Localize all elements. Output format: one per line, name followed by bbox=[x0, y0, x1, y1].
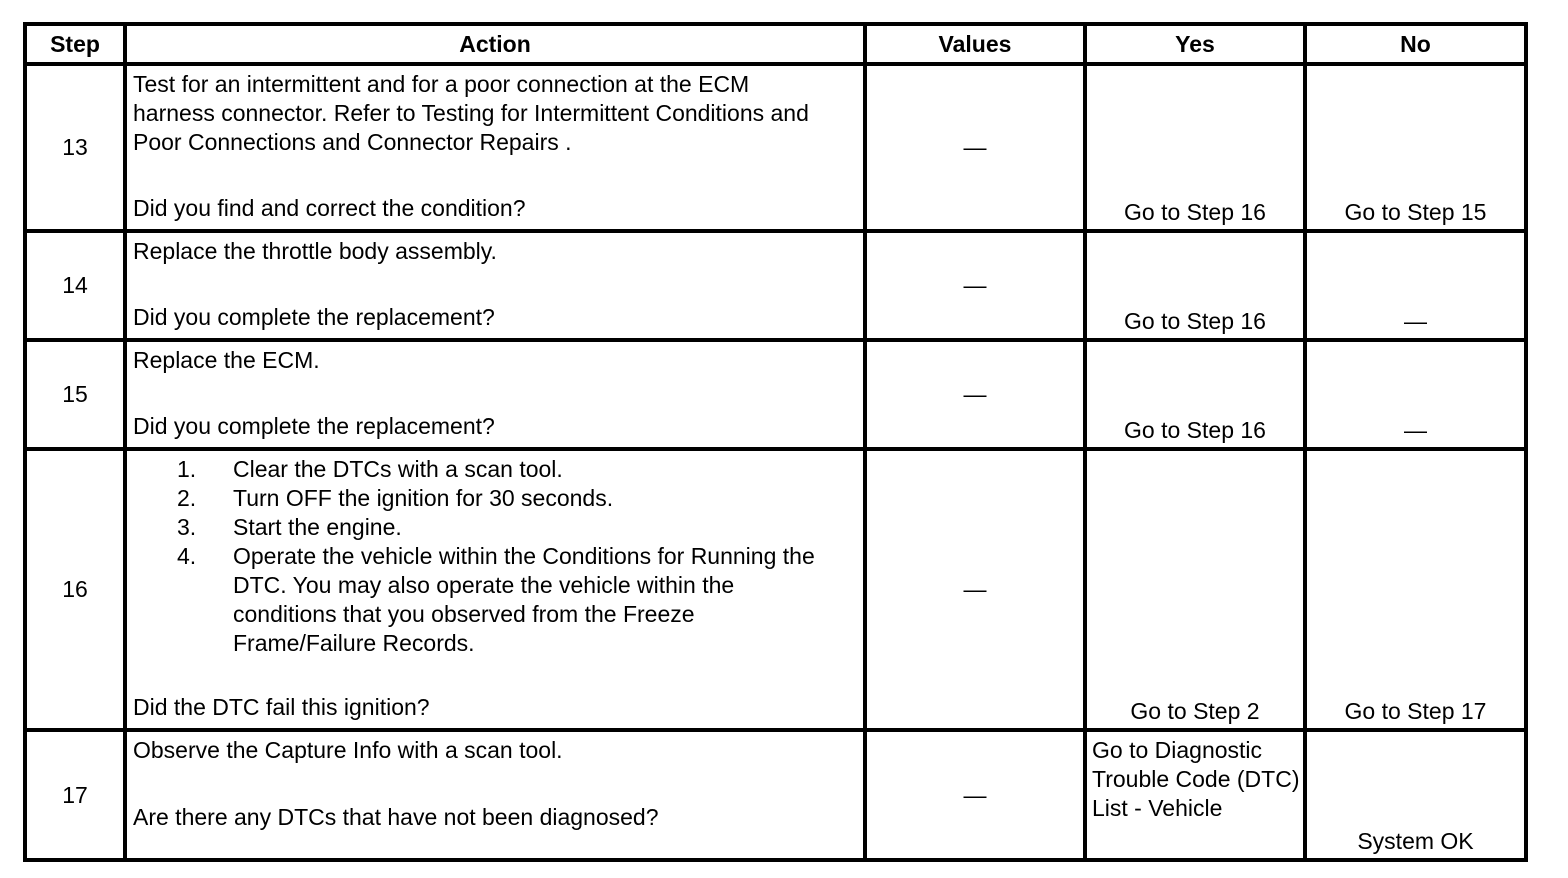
substep-list bbox=[133, 455, 857, 658]
header-yes: Yes bbox=[1085, 24, 1305, 64]
yes-link[interactable]: Go to Step 16 bbox=[1085, 64, 1305, 231]
yes-link[interactable]: Go to Diagnostic Trouble Code (DTC) List - Vehicle bbox=[1085, 730, 1305, 860]
step-number: 14 bbox=[25, 231, 125, 340]
step-number: 13 bbox=[25, 64, 125, 231]
no-value: — bbox=[1305, 231, 1526, 340]
header-no: No bbox=[1305, 24, 1526, 64]
table-row bbox=[25, 449, 1526, 730]
action-text: Observe the Capture Info with a scan tool. bbox=[133, 737, 563, 763]
header-values: Values bbox=[865, 24, 1085, 64]
substep-number: 2. bbox=[177, 485, 197, 511]
substep-text: Start the engine. bbox=[233, 514, 402, 540]
header-action: Action bbox=[125, 24, 865, 64]
substep-text: Operate the vehicle within the Conditions for Running the DTC. You may also operate the vehicle within the conditions that you observed from the Freeze Frame/Failure Records. bbox=[233, 543, 815, 656]
action-steps bbox=[133, 455, 857, 693]
action-question: Did you complete the replacement? bbox=[133, 413, 495, 439]
step-number: 17 bbox=[25, 730, 125, 860]
action-text: Test for an intermittent and for a poor connection at the ECM harness connector. Refer to Testing for Intermittent Conditions and Poor Connections and Connector Repairs . bbox=[133, 71, 809, 155]
action-text: Replace the throttle body assembly. bbox=[133, 238, 497, 264]
yes-link[interactable]: Go to Step 16 bbox=[1085, 340, 1305, 449]
table-row bbox=[25, 64, 1526, 231]
table-header-row bbox=[25, 24, 1526, 64]
substep-number: 3. bbox=[177, 514, 197, 540]
no-link[interactable]: Go to Step 15 bbox=[1305, 64, 1526, 231]
table-row bbox=[25, 340, 1526, 449]
diagnostic-table bbox=[23, 22, 1528, 862]
values-cell: — bbox=[865, 449, 1085, 730]
table-row bbox=[25, 231, 1526, 340]
list-item bbox=[177, 484, 857, 513]
no-value: System OK bbox=[1305, 730, 1526, 860]
action-cell bbox=[125, 730, 865, 860]
step-number: 15 bbox=[25, 340, 125, 449]
list-item bbox=[177, 513, 857, 542]
substep-number: 4. bbox=[177, 543, 197, 569]
yes-link[interactable]: Go to Step 16 bbox=[1085, 231, 1305, 340]
table-row bbox=[25, 730, 1526, 860]
action-text: Replace the ECM. bbox=[133, 347, 320, 373]
yes-link[interactable]: Go to Step 2 bbox=[1085, 449, 1305, 730]
list-item bbox=[177, 455, 857, 484]
list-item bbox=[177, 542, 857, 658]
substep-number: 1. bbox=[177, 456, 197, 482]
step-number: 16 bbox=[25, 449, 125, 730]
values-cell: — bbox=[865, 340, 1085, 449]
action-question: Are there any DTCs that have not been diagnosed? bbox=[133, 804, 659, 830]
action-cell bbox=[125, 64, 865, 231]
no-value: — bbox=[1305, 340, 1526, 449]
action-cell bbox=[125, 340, 865, 449]
action-cell bbox=[125, 231, 865, 340]
action-question: Did you find and correct the condition? bbox=[133, 195, 526, 221]
substep-text: Turn OFF the ignition for 30 seconds. bbox=[233, 485, 614, 511]
values-cell: — bbox=[865, 231, 1085, 340]
no-link[interactable]: Go to Step 17 bbox=[1305, 449, 1526, 730]
values-cell: — bbox=[865, 730, 1085, 860]
header-step: Step bbox=[25, 24, 125, 64]
action-question: Did the DTC fail this ignition? bbox=[133, 694, 430, 720]
values-cell: — bbox=[865, 64, 1085, 231]
action-cell bbox=[125, 449, 865, 730]
substep-text: Clear the DTCs with a scan tool. bbox=[233, 456, 563, 482]
action-question: Did you complete the replacement? bbox=[133, 304, 495, 330]
